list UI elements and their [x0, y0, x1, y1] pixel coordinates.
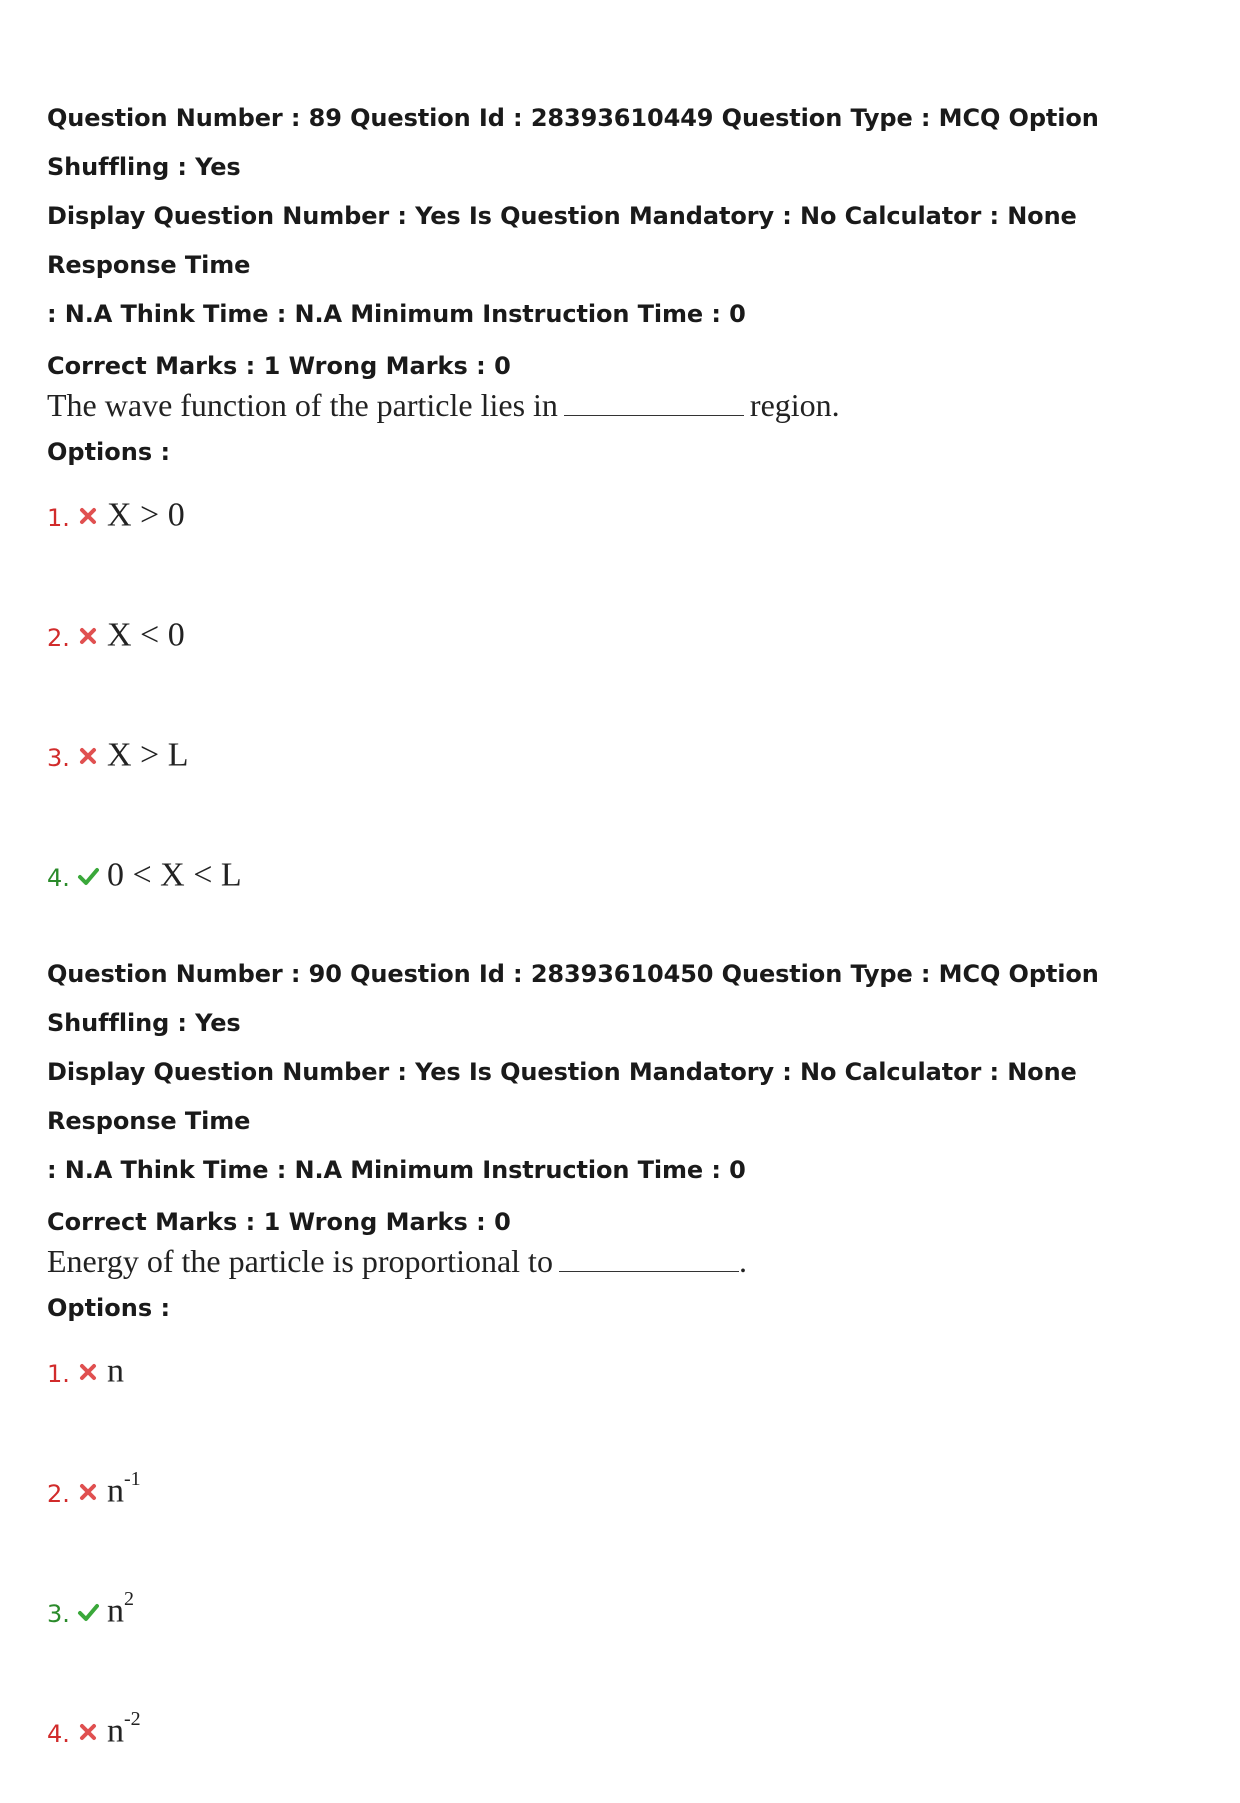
option-value: X < 0: [107, 616, 185, 654]
question-meta-line: : N.A Think Time : N.A Minimum Instruction Time : 0: [47, 300, 746, 328]
question-meta-line: Question Number : 90 Question Id : 28393610450 Question Type : MCQ Option Shuffling : Yes: [47, 960, 1099, 1037]
option-item: [47, 1563, 1207, 1683]
check-icon: [77, 1601, 99, 1623]
question-meta-line: : N.A Think Time : N.A Minimum Instruction Time : 0: [47, 1156, 746, 1184]
fill-blank: [559, 1243, 739, 1272]
question-meta-line: Display Question Number : Yes Is Question Mandatory : No Calculator : None Response Time: [47, 1058, 1077, 1135]
option-number: 2.: [47, 1480, 70, 1508]
cross-icon: [77, 1481, 99, 1503]
option-value: $n^{-2}$: [107, 1708, 141, 1750]
options-list: [47, 1323, 1207, 1803]
question-text: [47, 1241, 1207, 1281]
option-number: 3.: [47, 1600, 70, 1628]
option-number: 4.: [47, 864, 70, 892]
marks-info: Correct Marks : 1 Wrong Marks : 0: [47, 352, 511, 380]
options-label: Options :: [47, 1294, 171, 1322]
option-value: 0 < X < L: [107, 856, 242, 894]
option-value: X > 0: [107, 496, 185, 534]
option-value: $n^2$: [107, 1588, 134, 1630]
cross-icon: [77, 745, 99, 767]
question-text: [47, 385, 1207, 425]
question-block: [47, 94, 1207, 947]
question-meta-line: Display Question Number : Yes Is Question Mandatory : No Calculator : None Response Time: [47, 202, 1077, 279]
question-text-before: Energy of the particle is proportional to: [47, 1243, 553, 1279]
fill-blank: [564, 387, 744, 416]
option-item: [47, 827, 1207, 947]
cross-icon: [77, 1721, 99, 1743]
option-number: 2.: [47, 624, 70, 652]
option-number: 3.: [47, 744, 70, 772]
option-item: [47, 1683, 1207, 1803]
option-value: n: [107, 1352, 124, 1390]
question-block: [47, 950, 1207, 1803]
option-item: [47, 1443, 1207, 1563]
cross-icon: [77, 505, 99, 527]
option-number: 1.: [47, 504, 70, 532]
cross-icon: [77, 625, 99, 647]
option-number: 1.: [47, 1360, 70, 1388]
options-label: Options :: [47, 438, 171, 466]
question-text-before: The wave function of the particle lies in: [47, 387, 558, 423]
option-item: [47, 467, 1207, 587]
marks-info: Correct Marks : 1 Wrong Marks : 0: [47, 1208, 511, 1236]
option-item: [47, 587, 1207, 707]
question-text-after: region.: [749, 387, 840, 423]
option-item: [47, 707, 1207, 827]
question-meta-line: Question Number : 89 Question Id : 28393610449 Question Type : MCQ Option Shuffling : Yes: [47, 104, 1099, 181]
cross-icon: [77, 1361, 99, 1383]
option-item: [47, 1323, 1207, 1443]
options-list: [47, 467, 1207, 947]
question-text-after: .: [738, 1243, 747, 1279]
check-icon: [77, 865, 99, 887]
option-value: $n^{-1}$: [107, 1468, 141, 1510]
option-value: X > L: [107, 736, 189, 774]
option-number: 4.: [47, 1720, 70, 1748]
